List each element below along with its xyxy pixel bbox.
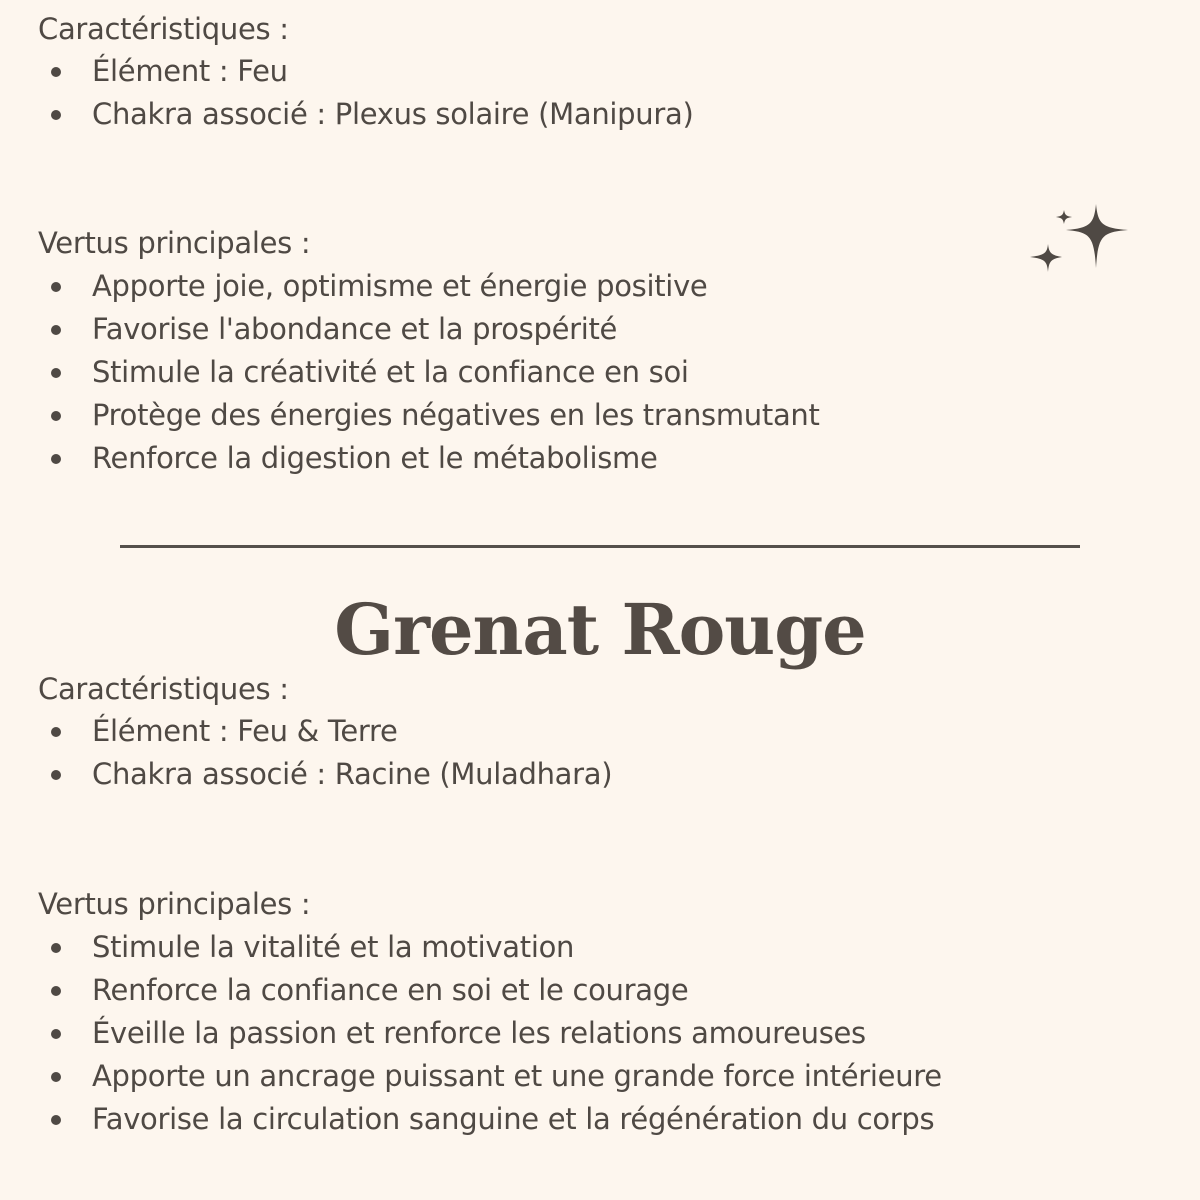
list-item: Renforce la confiance en soi et le courage [38, 969, 942, 1012]
bullet-icon [51, 454, 61, 464]
bullet-icon [51, 727, 61, 737]
bullet-icon [51, 325, 61, 335]
characteristics-list [38, 710, 612, 796]
list-item: Stimule la vitalité et la motivation [38, 926, 942, 969]
bullet-icon [51, 770, 61, 780]
virtues-list [38, 926, 942, 1141]
virtues-heading: Vertus principales : [38, 226, 311, 260]
bullet-icon [51, 1072, 61, 1082]
list-item: Chakra associé : Racine (Muladhara) [38, 753, 612, 796]
list-item: Élément : Feu & Terre [38, 710, 612, 753]
bullet-icon [51, 1115, 61, 1125]
section-divider [120, 545, 1080, 548]
characteristics-heading: Caractéristiques : [38, 672, 289, 706]
bullet-icon [51, 282, 61, 292]
list-item: Élément : Feu [38, 50, 693, 93]
bullet-icon [51, 1029, 61, 1039]
stone-title: Grenat Rouge [334, 588, 866, 671]
list-item: Protège des énergies négatives en les transmutant [38, 394, 820, 437]
sparkles-icon [1028, 202, 1132, 278]
list-item: Renforce la digestion et le métabolisme [38, 437, 820, 480]
bullet-icon [51, 943, 61, 953]
list-item: Chakra associé : Plexus solaire (Manipura) [38, 93, 693, 136]
characteristics-heading: Caractéristiques : [38, 12, 289, 46]
bullet-icon [51, 368, 61, 378]
list-item: Favorise l'abondance et la prospérité [38, 308, 820, 351]
list-item: Apporte un ancrage puissant et une grande force intérieure [38, 1055, 942, 1098]
characteristics-list [38, 50, 693, 136]
bullet-icon [51, 67, 61, 77]
list-item: Favorise la circulation sanguine et la régénération du corps [38, 1098, 942, 1141]
bullet-icon [51, 411, 61, 421]
bullet-icon [51, 986, 61, 996]
virtues-heading: Vertus principales : [38, 887, 311, 921]
list-item: Apporte joie, optimisme et énergie positive [38, 265, 820, 308]
list-item: Éveille la passion et renforce les relations amoureuses [38, 1012, 942, 1055]
virtues-list [38, 265, 820, 480]
bullet-icon [51, 110, 61, 120]
list-item: Stimule la créativité et la confiance en soi [38, 351, 820, 394]
